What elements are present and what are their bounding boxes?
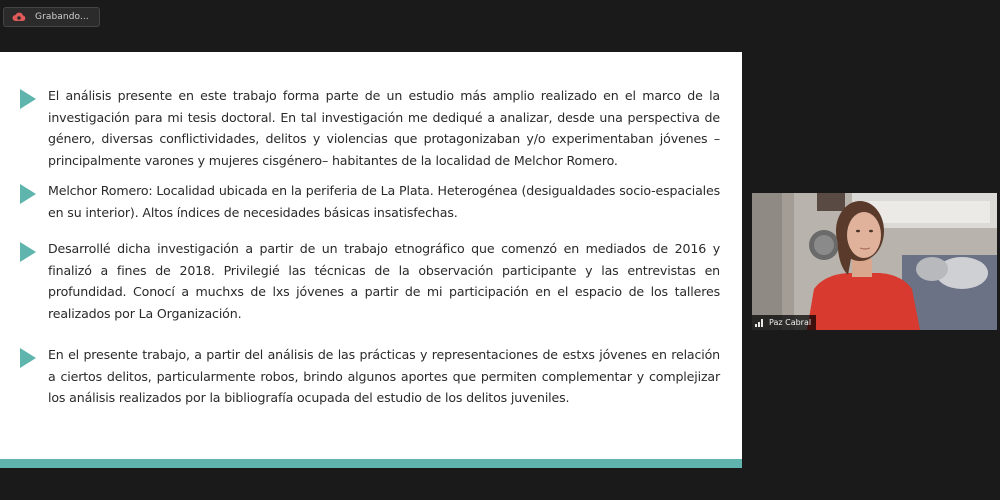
bullet-text: Melchor Romero: Localidad ubicada en la periferia de La Plata. Heterogénea (desigualdades socio-espaciales en su interior). Altos índices de necesidades básicas insatisfechas.	[48, 183, 720, 220]
participant-video-tile[interactable]	[752, 193, 997, 330]
triangle-bullet-icon	[20, 89, 40, 171]
slide-bullet	[20, 238, 720, 324]
triangle-bullet-icon	[20, 184, 40, 223]
participant-video-frame	[752, 193, 997, 330]
slide-bullet	[20, 344, 720, 409]
slide-bullet	[20, 180, 720, 223]
bullet-text: El análisis presente en este trabajo forma parte de un estudio más amplio realizado en el marco de la investigación para mi tesis doctoral. En tal investigación me dediqué a analizar, desde una perspectiva de género, diversas conflictividades, delitos y violencias que protagonizaban y/o experimentaban jóvenes – principalmente varones y mujeres cisgénero– habitantes de la localidad de Melchor Romero.	[48, 88, 720, 168]
slide-bullet	[20, 85, 720, 171]
triangle-bullet-icon	[20, 348, 40, 409]
slide-accent-bar	[0, 459, 742, 468]
bullet-text: En el presente trabajo, a partir del análisis de las prácticas y representaciones de estxs jóvenes en relación a ciertos delitos, particularmente robos, brindo algunos aportes que permiten complementar y complejizar los análisis realizados por la bibliografía ocupada del estudio de los delitos juveniles.	[48, 347, 720, 405]
participant-name: Paz Cabral	[769, 318, 812, 327]
recording-indicator[interactable]	[3, 7, 100, 27]
shared-slide	[0, 52, 742, 468]
cloud-record-icon	[12, 10, 26, 24]
triangle-bullet-icon	[20, 242, 40, 324]
recording-label: Grabando...	[35, 12, 89, 22]
participant-name-tag	[752, 315, 816, 330]
signal-bars-icon	[755, 319, 765, 327]
bullet-text: Desarrollé dicha investigación a partir de un trabajo etnográfico que comenzó en mediados de 2016 y finalizó a fines de 2018. Privilegié las técnicas de la observación participante y las entrevistas en profundidad. Conocí a muchxs de lxs jóvenes a partir de mi participación en el espacio de los talleres realizados por La Organización.	[48, 241, 720, 321]
